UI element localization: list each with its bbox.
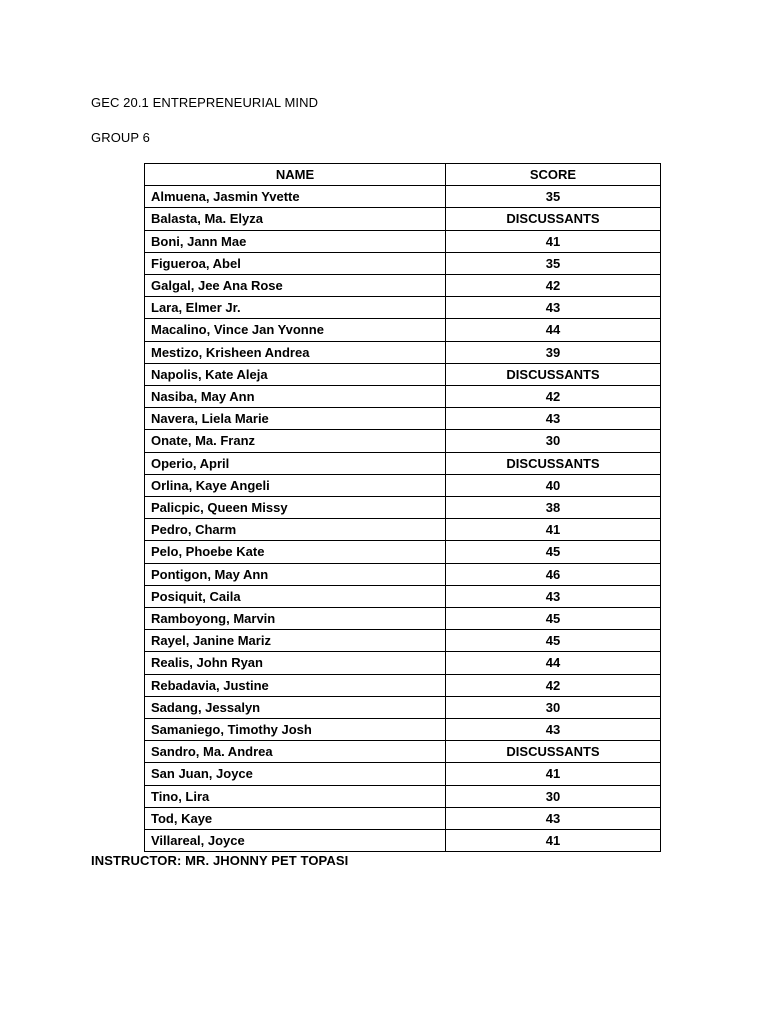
header-row <box>145 164 661 186</box>
student-name-cell: Nasiba, May Ann <box>145 386 446 408</box>
score-cell: 30 <box>446 430 661 452</box>
table-row <box>145 696 661 718</box>
student-name-cell: Onate, Ma. Franz <box>145 430 446 452</box>
table-row <box>145 630 661 652</box>
table-row <box>145 408 661 430</box>
score-cell: 35 <box>446 186 661 208</box>
table-row <box>145 474 661 496</box>
score-cell: DISCUSSANTS <box>446 452 661 474</box>
table-row <box>145 186 661 208</box>
score-cell: DISCUSSANTS <box>446 363 661 385</box>
score-cell: 46 <box>446 563 661 585</box>
student-name-cell: Posiquit, Caila <box>145 585 446 607</box>
student-name-cell: Realis, John Ryan <box>145 652 446 674</box>
student-name-cell: San Juan, Joyce <box>145 763 446 785</box>
score-cell: 41 <box>446 230 661 252</box>
student-name-cell: Ramboyong, Marvin <box>145 608 446 630</box>
student-name-cell: Navera, Liela Marie <box>145 408 446 430</box>
student-name-cell: Operio, April <box>145 452 446 474</box>
table-row <box>145 208 661 230</box>
student-name-cell: Pelo, Phoebe Kate <box>145 541 446 563</box>
table-header <box>145 164 661 186</box>
table-row <box>145 741 661 763</box>
table-row <box>145 763 661 785</box>
student-name-cell: Pontigon, May Ann <box>145 563 446 585</box>
table-row <box>145 275 661 297</box>
score-cell: 41 <box>446 763 661 785</box>
table-row <box>145 363 661 385</box>
table-row <box>145 452 661 474</box>
student-name-cell: Pedro, Charm <box>145 519 446 541</box>
student-name-cell: Orlina, Kaye Angeli <box>145 474 446 496</box>
table-row <box>145 252 661 274</box>
score-cell: DISCUSSANTS <box>446 741 661 763</box>
score-cell: 44 <box>446 319 661 341</box>
scores-table <box>144 163 661 852</box>
table-row <box>145 497 661 519</box>
student-name-cell: Almuena, Jasmin Yvette <box>145 186 446 208</box>
student-name-cell: Sandro, Ma. Andrea <box>145 741 446 763</box>
student-name-cell: Galgal, Jee Ana Rose <box>145 275 446 297</box>
score-cell: 43 <box>446 807 661 829</box>
score-cell: DISCUSSANTS <box>446 208 661 230</box>
table-row <box>145 319 661 341</box>
student-name-cell: Boni, Jann Mae <box>145 230 446 252</box>
table-row <box>145 830 661 852</box>
score-cell: 43 <box>446 719 661 741</box>
score-cell: 43 <box>446 297 661 319</box>
score-cell: 30 <box>446 696 661 718</box>
score-cell: 30 <box>446 785 661 807</box>
column-header-name: NAME <box>145 164 446 186</box>
table-row <box>145 230 661 252</box>
table-row <box>145 386 661 408</box>
group-label: GROUP 6 <box>91 130 150 145</box>
table-body <box>145 186 661 852</box>
score-cell: 42 <box>446 275 661 297</box>
table-row <box>145 341 661 363</box>
table-row <box>145 563 661 585</box>
score-cell: 43 <box>446 585 661 607</box>
student-name-cell: Rebadavia, Justine <box>145 674 446 696</box>
score-cell: 41 <box>446 519 661 541</box>
score-cell: 45 <box>446 608 661 630</box>
score-cell: 42 <box>446 386 661 408</box>
score-cell: 43 <box>446 408 661 430</box>
table-row <box>145 807 661 829</box>
student-name-cell: Sadang, Jessalyn <box>145 696 446 718</box>
score-cell: 35 <box>446 252 661 274</box>
table-row <box>145 430 661 452</box>
student-name-cell: Tino, Lira <box>145 785 446 807</box>
table-row <box>145 652 661 674</box>
score-cell: 40 <box>446 474 661 496</box>
table-row <box>145 519 661 541</box>
instructor-line: INSTRUCTOR: MR. JHONNY PET TOPASI <box>91 853 349 868</box>
score-cell: 45 <box>446 630 661 652</box>
table-row <box>145 297 661 319</box>
student-name-cell: Mestizo, Krisheen Andrea <box>145 341 446 363</box>
student-name-cell: Samaniego, Timothy Josh <box>145 719 446 741</box>
student-name-cell: Palicpic, Queen Missy <box>145 497 446 519</box>
table-row <box>145 719 661 741</box>
score-cell: 44 <box>446 652 661 674</box>
student-name-cell: Tod, Kaye <box>145 807 446 829</box>
student-name-cell: Villareal, Joyce <box>145 830 446 852</box>
score-cell: 39 <box>446 341 661 363</box>
student-name-cell: Figueroa, Abel <box>145 252 446 274</box>
score-cell: 42 <box>446 674 661 696</box>
student-name-cell: Napolis, Kate Aleja <box>145 363 446 385</box>
score-cell: 38 <box>446 497 661 519</box>
column-header-score: SCORE <box>446 164 661 186</box>
student-name-cell: Macalino, Vince Jan Yvonne <box>145 319 446 341</box>
student-name-cell: Rayel, Janine Mariz <box>145 630 446 652</box>
table-row <box>145 608 661 630</box>
student-name-cell: Balasta, Ma. Elyza <box>145 208 446 230</box>
table-row <box>145 785 661 807</box>
score-cell: 45 <box>446 541 661 563</box>
score-cell: 41 <box>446 830 661 852</box>
table-row <box>145 585 661 607</box>
student-name-cell: Lara, Elmer Jr. <box>145 297 446 319</box>
table-row <box>145 674 661 696</box>
table-row <box>145 541 661 563</box>
document-title: GEC 20.1 ENTREPRENEURIAL MIND <box>91 95 319 110</box>
